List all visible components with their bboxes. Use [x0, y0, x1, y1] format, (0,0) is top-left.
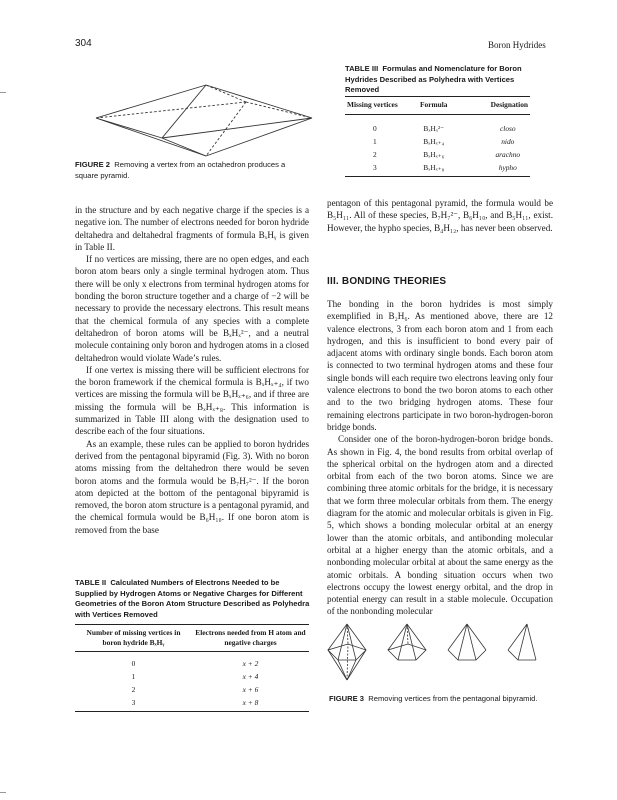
margin-mark [0, 92, 6, 93]
table3-header: Missing vertices [345, 97, 414, 115]
table3-cell: 0 [373, 123, 377, 133]
table3-label: TABLE III [345, 64, 379, 73]
right-paragraph-3: Consider one of the boron-hydrogen-boron bridge bonds. As shown in Fig. 4, the bond results from orbital overlap of the spherical orbital on the hydrogen atom and a directed orbital from each of the two boron atoms. Since we are combining three atomic orbitals for the bridge, it is necessary that we form three molecular orbitals from them. The energy diagram for the atomic and molecular orbitals is given in Fig. 5, which shows a bonding molecular orbital at an energy lower than the atomic orbitals, and antibonding molecular orbital at a higher energy than the atomic orbitals, and a nonbonding molecular orbital at about the same energy as the atomic orbitals. A bonding situation occurs when two electrons occupy the lowest energy orbital, and the drop in potential energy can result in a stable molecule. Occupation of the nonbonding molecular [327, 434, 553, 617]
table-row [345, 122, 530, 135]
table-row [75, 684, 309, 697]
table2-title [75, 578, 310, 620]
left-paragraph-1: in the structure and by each negative charge if the species is a negative ion. The number of electrons needed for boron hydride deltahedra and deltahedral fragments of formula BₓHᵧ is given in Table II. [75, 205, 309, 252]
table2-cell: x + 2 [242, 659, 259, 668]
table3-cell: BₓHₓ₊₄ [423, 136, 445, 146]
figure2-caption-text: Removing a vertex from an octahedron produces a square pyramid. [75, 160, 286, 180]
left-paragraph-3: If one vertex is missing there will be sufficient electrons for the boron framework if the chemical formula is BₓHₓ₊₄, if two vertices are missing the formula will be BₓHₓ₊₆, and if three are missing the formula will be BₓHₓ₊₈. This information is summarized in Table III along with the designation used to describe each of the four situations. [75, 364, 309, 437]
table2-cell: 3 [75, 697, 192, 712]
table3-cell: hypho [454, 161, 530, 176]
table2-cell: x + 6 [242, 685, 259, 694]
table3-cell: BₓHₓ₊₈ [414, 161, 454, 176]
table-row [75, 658, 309, 671]
table3-cell: closo [499, 123, 516, 133]
table-row [345, 148, 530, 161]
figure3-caption [329, 694, 559, 705]
table3-cell: BₓHₓ²⁻ [423, 123, 445, 133]
table3-title [345, 64, 545, 96]
table2-cell: 2 [131, 685, 136, 694]
right-paragraph-2: The bonding in the boron hydrides is most simply exemplified in B₂H₆. As mentioned above, there are 12 valence electrons, 3 from each boron atom and 1 from each hydrogen, and this is insufficient to bond every pair of adjacent atoms with ordinary single bonds. Each boron atom is connected to two terminal hydrogen atoms and these four single bonds will each require two electrons leaving only four valence electrons to bond the two boron atoms to each other and to the two bridging hydrogen atoms. These four remaining electrons participate in two boron-hydrogen-boron bridge bonds. [327, 299, 553, 432]
running-title: Boron Hydrides [488, 40, 546, 50]
figure3-polyhedra-diagram [324, 622, 556, 684]
table3-cell: 3 [345, 161, 414, 176]
table2-cell: x + 4 [242, 672, 259, 681]
table2-cell: x + 8 [192, 697, 309, 712]
figure3-caption-text: Removing vertices from the pentagonal bipyramid. [368, 694, 538, 703]
right-column-body [327, 298, 553, 618]
table-row [75, 671, 309, 684]
margin-mark [0, 792, 6, 793]
table3-cell: BₓHₓ₊₆ [423, 149, 445, 159]
table3 [345, 96, 530, 177]
left-paragraph-4: As an example, these rules can be applied to boron hydrides derived from the pentagonal bipyramid (Fig. 3). With no boron atoms missing from the deltahedron there would be seven boron atoms and the formula would be B₇H₇²⁻. If the boron atom depicted at the bottom of the pentagonal bipyramid is removed, the boron atom structure is a pentagonal pyramid, and the chemical formula would be B₆H₁₀. If one boron atom is removed from the base [75, 438, 309, 535]
right-paragraph-1: pentagon of this pentagonal pyramid, the formula would be B₅H₁₁. All of these species, B₇H₇²⁻, B₆H₁₀, and B₅H₁₁, exist. However, the hypho species, B₄H₁₂, has never been observed. [327, 198, 553, 233]
table2-label: TABLE II [75, 578, 107, 587]
left-column [75, 204, 309, 536]
table2-header: Number of missing vertices in boron hydride BₓHᵧ [75, 625, 192, 652]
table2-cell: 1 [131, 672, 136, 681]
table3-cell: nido [501, 136, 515, 146]
right-column-top [327, 197, 553, 234]
left-paragraph-2: If no vertices are missing, there are no open edges, and each boron atom bears only a single terminal hydrogen atom. Thus there will be only x electrons from terminal hydrogen atoms for bonding the boron structure together and a charge of −2 will be necessary to provide the necessary electrons. This result means that the chemical formula of any species with a complete deltahedron of boron atoms will be BₓHₓ²⁻, and a neutral molecule containing only boron and hydrogen atoms in a closed deltahedron would violate Wade’s rules. [75, 254, 309, 363]
table2-cell: 0 [131, 659, 136, 668]
table-row [345, 135, 530, 148]
table-row [75, 697, 309, 712]
table3-title-text: Formulas and Nomenclature for Boron Hydrides Described as Polyhedra with Vertices Removed [345, 64, 522, 94]
table3-header: Formula [414, 97, 454, 115]
table2-header: Electrons needed from H atom and negative charges [192, 625, 309, 652]
section-heading: III. BONDING THEORIES [327, 276, 447, 287]
table3-cell: arachno [495, 149, 521, 159]
figure2-octahedron-diagram [90, 80, 315, 165]
table3-cell: 1 [373, 136, 377, 146]
page-number: 304 [75, 38, 92, 49]
table3-header: Designation [454, 97, 530, 115]
table-row [345, 161, 530, 176]
figure3-label: FIGURE 3 [329, 694, 365, 703]
figure2-label: FIGURE 2 [75, 160, 111, 169]
figure2-caption [75, 160, 310, 181]
table3-cell: 2 [373, 149, 377, 159]
table2 [75, 624, 309, 712]
table2-title-text: Calculated Numbers of Electrons Needed to be Supplied by Hydrogen Atoms or Negative Charges for Different Geometries of the Boron Atom Structure Described as Polyhedra with Vertices Removed [75, 578, 310, 619]
